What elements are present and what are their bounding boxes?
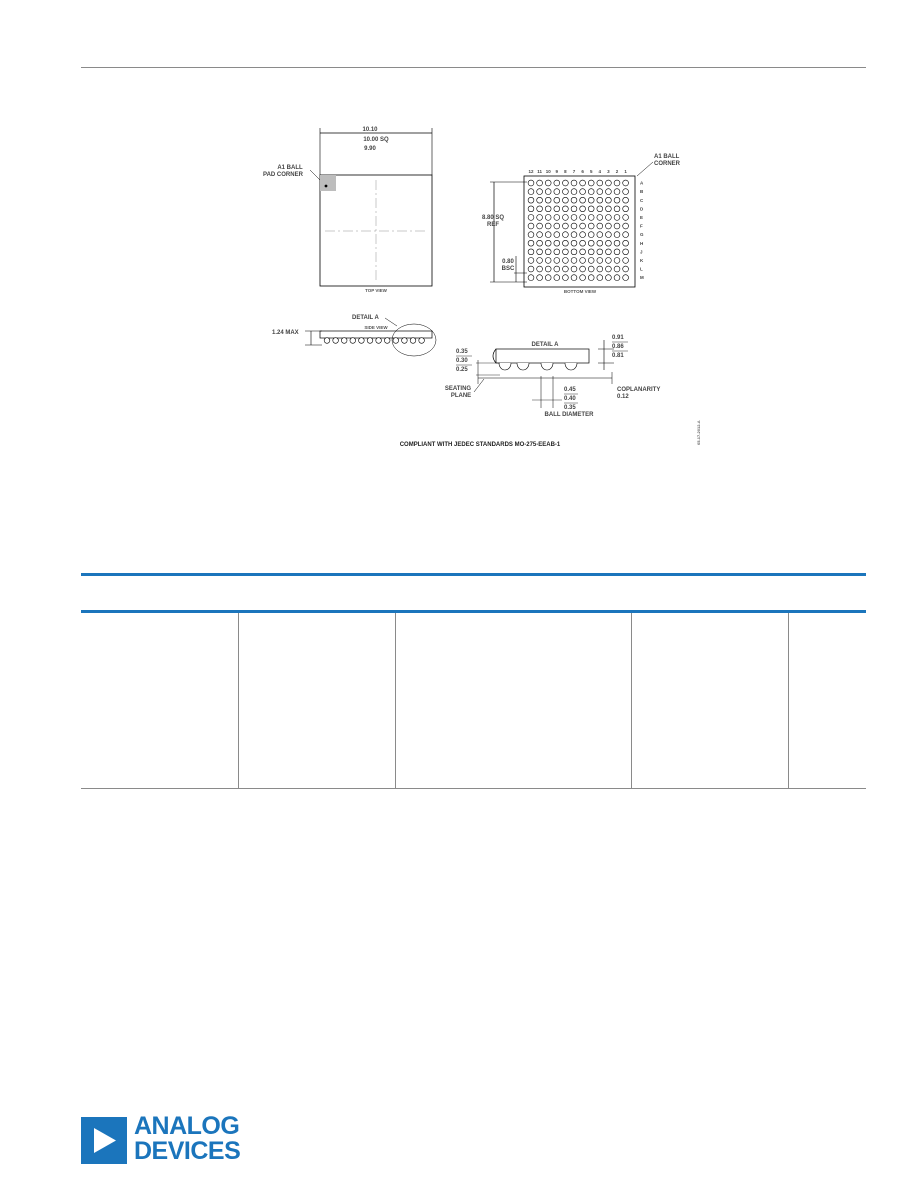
ball <box>623 266 629 272</box>
ball <box>597 180 603 186</box>
column-number: 3 <box>607 169 610 174</box>
ball <box>571 197 577 203</box>
table-column-divider <box>238 613 239 788</box>
ball <box>554 197 560 203</box>
ball <box>597 266 603 272</box>
detail-a-title: DETAIL A <box>531 342 559 348</box>
ball <box>528 189 534 195</box>
ball <box>623 206 629 212</box>
logo-wordmark <box>134 1114 240 1164</box>
ball <box>563 275 569 281</box>
side-ball <box>324 338 330 344</box>
package-outline-drawing <box>240 120 710 460</box>
column-number: 8 <box>564 169 567 174</box>
ball <box>537 232 543 238</box>
ball <box>563 180 569 186</box>
ball <box>623 249 629 255</box>
ball <box>606 206 612 212</box>
a1-pad-corner-line2: PAD CORNER <box>263 172 303 178</box>
column-numbers <box>528 169 627 174</box>
ball <box>571 215 577 221</box>
logo-line-2: DEVICES <box>134 1137 241 1165</box>
ball <box>571 275 577 281</box>
ball <box>528 223 534 229</box>
ball-diameter-min: 0.35 <box>564 405 576 411</box>
detail-a <box>445 335 660 418</box>
ball <box>623 223 629 229</box>
row-letter: L <box>640 266 643 272</box>
ball-diameter-max: 0.45 <box>564 387 576 393</box>
ball <box>537 275 543 281</box>
side-ball <box>419 338 425 344</box>
table-column-divider <box>395 613 396 788</box>
row-letter: G <box>640 232 644 238</box>
detail-ball <box>541 363 553 370</box>
side-view-balls <box>324 338 424 344</box>
ball <box>537 189 543 195</box>
row-letter: C <box>640 197 644 203</box>
ball <box>545 223 551 229</box>
section-rule-top <box>81 573 866 576</box>
detail-ball <box>565 363 577 370</box>
ball <box>588 223 594 229</box>
row-letter: J <box>640 249 643 255</box>
column-number: 10 <box>545 169 551 174</box>
ball <box>554 275 560 281</box>
detail-a-callout: DETAIL A <box>352 315 379 321</box>
ball <box>580 240 586 246</box>
analog-devices-logo <box>81 1112 251 1166</box>
compliance-note: COMPLIANT WITH JEDEC STANDARDS MO-275-EEAB-1 <box>399 442 561 448</box>
row-letter: E <box>640 215 644 220</box>
ball <box>537 223 543 229</box>
ball <box>623 275 629 281</box>
ball <box>623 197 629 203</box>
ball <box>545 215 551 221</box>
ball <box>563 206 569 212</box>
ball-height-nom: 0.30 <box>456 358 468 364</box>
ball <box>571 249 577 255</box>
ball <box>597 223 603 229</box>
ball <box>606 249 612 255</box>
ball <box>563 249 569 255</box>
side-ball <box>350 338 356 344</box>
drawing-code: 05-17-2012-A <box>696 420 701 445</box>
ball <box>528 258 534 264</box>
side-ball <box>333 338 339 344</box>
ball <box>597 215 603 221</box>
ball <box>545 189 551 195</box>
ball <box>571 180 577 186</box>
ball <box>588 275 594 281</box>
ball <box>571 240 577 246</box>
detail-a-balls <box>499 363 577 370</box>
ball <box>597 240 603 246</box>
ball <box>588 180 594 186</box>
ball <box>563 215 569 221</box>
ball <box>554 258 560 264</box>
ball <box>580 266 586 272</box>
ball <box>588 232 594 238</box>
column-number: 1 <box>624 169 627 174</box>
ball <box>545 275 551 281</box>
coplanarity-label: COPLANARITY <box>617 387 661 393</box>
a1-pad-corner-line1: A1 BALL <box>277 165 303 171</box>
ball <box>588 249 594 255</box>
ball <box>563 266 569 272</box>
ball <box>537 266 543 272</box>
pitch-dimension-line1: 0.80 <box>502 259 514 265</box>
column-number: 11 <box>537 169 542 174</box>
ball <box>580 215 586 221</box>
side-ball <box>393 338 399 344</box>
ball <box>614 275 620 281</box>
column-number: 6 <box>581 169 584 174</box>
side-ball <box>384 338 390 344</box>
ball <box>545 232 551 238</box>
pitch-dimension-line2: BSC <box>501 266 515 272</box>
row-letter: K <box>640 258 644 263</box>
ball <box>614 240 620 246</box>
top-dimension-nom: 10.00 SQ <box>363 137 389 143</box>
column-number: 5 <box>589 169 593 174</box>
seating-plane-line1: SEATING <box>444 386 472 392</box>
ball <box>571 223 577 229</box>
ball <box>614 249 620 255</box>
row-letter: F <box>640 223 643 229</box>
column-number: 2 <box>615 169 619 174</box>
ball <box>545 206 551 212</box>
body-thickness-min: 0.81 <box>612 353 624 359</box>
ball <box>580 197 586 203</box>
a1-ball-corner-line1: A1 BALL <box>654 154 680 160</box>
ball <box>545 197 551 203</box>
side-ball <box>402 338 408 344</box>
ball <box>528 180 534 186</box>
ball-height-max: 0.35 <box>456 349 468 355</box>
ball <box>588 189 594 195</box>
ball <box>597 189 603 195</box>
ball <box>571 258 577 264</box>
side-ball <box>359 338 365 344</box>
ball <box>606 180 612 186</box>
ball <box>571 189 577 195</box>
bottom-view <box>482 154 681 294</box>
ball <box>588 240 594 246</box>
ball <box>623 215 629 221</box>
side-view <box>272 315 436 356</box>
ref-dimension-line1: 8.80 SQ <box>481 215 505 221</box>
ball <box>614 189 620 195</box>
column-number: 9 <box>555 169 559 174</box>
side-ball <box>376 338 382 344</box>
ref-dimension-line2: REF <box>487 222 499 228</box>
ball <box>614 266 620 272</box>
ball <box>580 232 586 238</box>
ball <box>528 266 534 272</box>
ball <box>623 258 629 264</box>
ball <box>554 189 560 195</box>
ball <box>528 232 534 238</box>
ball <box>623 189 629 195</box>
ball <box>623 232 629 238</box>
column-number: 12 <box>528 169 534 174</box>
ball-diameter-label: BALL DIAMETER <box>544 412 594 418</box>
ball <box>606 223 612 229</box>
ball <box>528 215 534 221</box>
ball <box>545 266 551 272</box>
ball <box>597 258 603 264</box>
ball <box>571 266 577 272</box>
ball <box>614 206 620 212</box>
ball <box>545 180 551 186</box>
a1-ball-corner-line2: CORNER <box>654 161 681 167</box>
body-thickness-max: 0.91 <box>612 335 624 341</box>
ball <box>537 249 543 255</box>
ball <box>554 180 560 186</box>
top-dimension-min: 9.90 <box>364 146 376 152</box>
top-dimension-max: 10.10 <box>362 127 378 133</box>
ball <box>623 240 629 246</box>
ball <box>580 180 586 186</box>
ball <box>614 197 620 203</box>
ball <box>580 275 586 281</box>
ball <box>537 240 543 246</box>
ball <box>597 232 603 238</box>
ball <box>606 197 612 203</box>
table-column-divider <box>788 613 789 788</box>
ball-diameter-nom: 0.40 <box>564 396 576 402</box>
logo-mark-icon <box>81 1117 127 1164</box>
ball <box>588 206 594 212</box>
ball <box>597 197 603 203</box>
row-letter: H <box>640 240 644 246</box>
ball <box>563 258 569 264</box>
ball <box>545 258 551 264</box>
ball <box>563 240 569 246</box>
seating-plane-line2: PLANE <box>450 393 472 399</box>
ball <box>580 223 586 229</box>
ball <box>606 240 612 246</box>
ball <box>614 258 620 264</box>
ball <box>563 189 569 195</box>
ball <box>571 206 577 212</box>
ball <box>606 215 612 221</box>
max-height: 1.24 MAX <box>272 330 299 336</box>
side-ball <box>341 338 347 344</box>
ball <box>545 240 551 246</box>
ball <box>563 223 569 229</box>
bottom-view-label: BOTTOM VIEW <box>563 289 597 294</box>
ball <box>528 240 534 246</box>
row-letter: D <box>640 206 644 212</box>
row-letter: M <box>640 275 644 281</box>
ball <box>537 197 543 203</box>
body-thickness-nom: 0.86 <box>612 344 624 350</box>
ball <box>554 240 560 246</box>
ball <box>606 189 612 195</box>
ball <box>606 266 612 272</box>
row-letters <box>640 181 644 281</box>
ball <box>614 232 620 238</box>
detail-ball <box>499 363 511 370</box>
ball <box>597 206 603 212</box>
ball <box>554 232 560 238</box>
ball <box>580 189 586 195</box>
ordering-guide-table <box>81 613 866 789</box>
column-number: 4 <box>598 169 602 174</box>
ball <box>528 197 534 203</box>
ball <box>554 266 560 272</box>
row-letter: A <box>640 180 644 186</box>
ball-height-min: 0.25 <box>456 367 468 373</box>
ball <box>537 215 543 221</box>
ball <box>606 232 612 238</box>
ball <box>614 215 620 221</box>
ball <box>580 206 586 212</box>
ball <box>606 275 612 281</box>
detail-ball <box>517 363 529 370</box>
header-rule <box>81 67 866 68</box>
ball <box>571 232 577 238</box>
ball <box>597 249 603 255</box>
row-letter: B <box>640 189 644 195</box>
ball <box>588 197 594 203</box>
table-column-divider <box>631 613 632 788</box>
ball <box>528 206 534 212</box>
side-view-label: SIDE VIEW <box>364 325 388 330</box>
ball <box>545 249 551 255</box>
ball <box>537 206 543 212</box>
ball <box>554 215 560 221</box>
top-view <box>263 127 432 293</box>
ball <box>614 180 620 186</box>
ball <box>623 180 629 186</box>
column-number: 7 <box>572 169 576 174</box>
ball <box>537 180 543 186</box>
side-ball <box>367 338 373 344</box>
ball <box>588 258 594 264</box>
ball <box>554 206 560 212</box>
ball <box>554 249 560 255</box>
ball <box>528 249 534 255</box>
logo-line-1: ANALOG <box>134 1112 240 1140</box>
ball <box>614 223 620 229</box>
ball <box>580 258 586 264</box>
ball <box>563 197 569 203</box>
coplanarity-value: 0.12 <box>617 394 629 400</box>
side-ball <box>410 338 416 344</box>
ball <box>580 249 586 255</box>
ball <box>563 232 569 238</box>
ball <box>528 275 534 281</box>
ball <box>606 258 612 264</box>
ball <box>588 266 594 272</box>
ball <box>588 215 594 221</box>
ball <box>554 223 560 229</box>
ball <box>537 258 543 264</box>
ball <box>597 275 603 281</box>
top-view-label: TOP VIEW <box>365 288 387 293</box>
